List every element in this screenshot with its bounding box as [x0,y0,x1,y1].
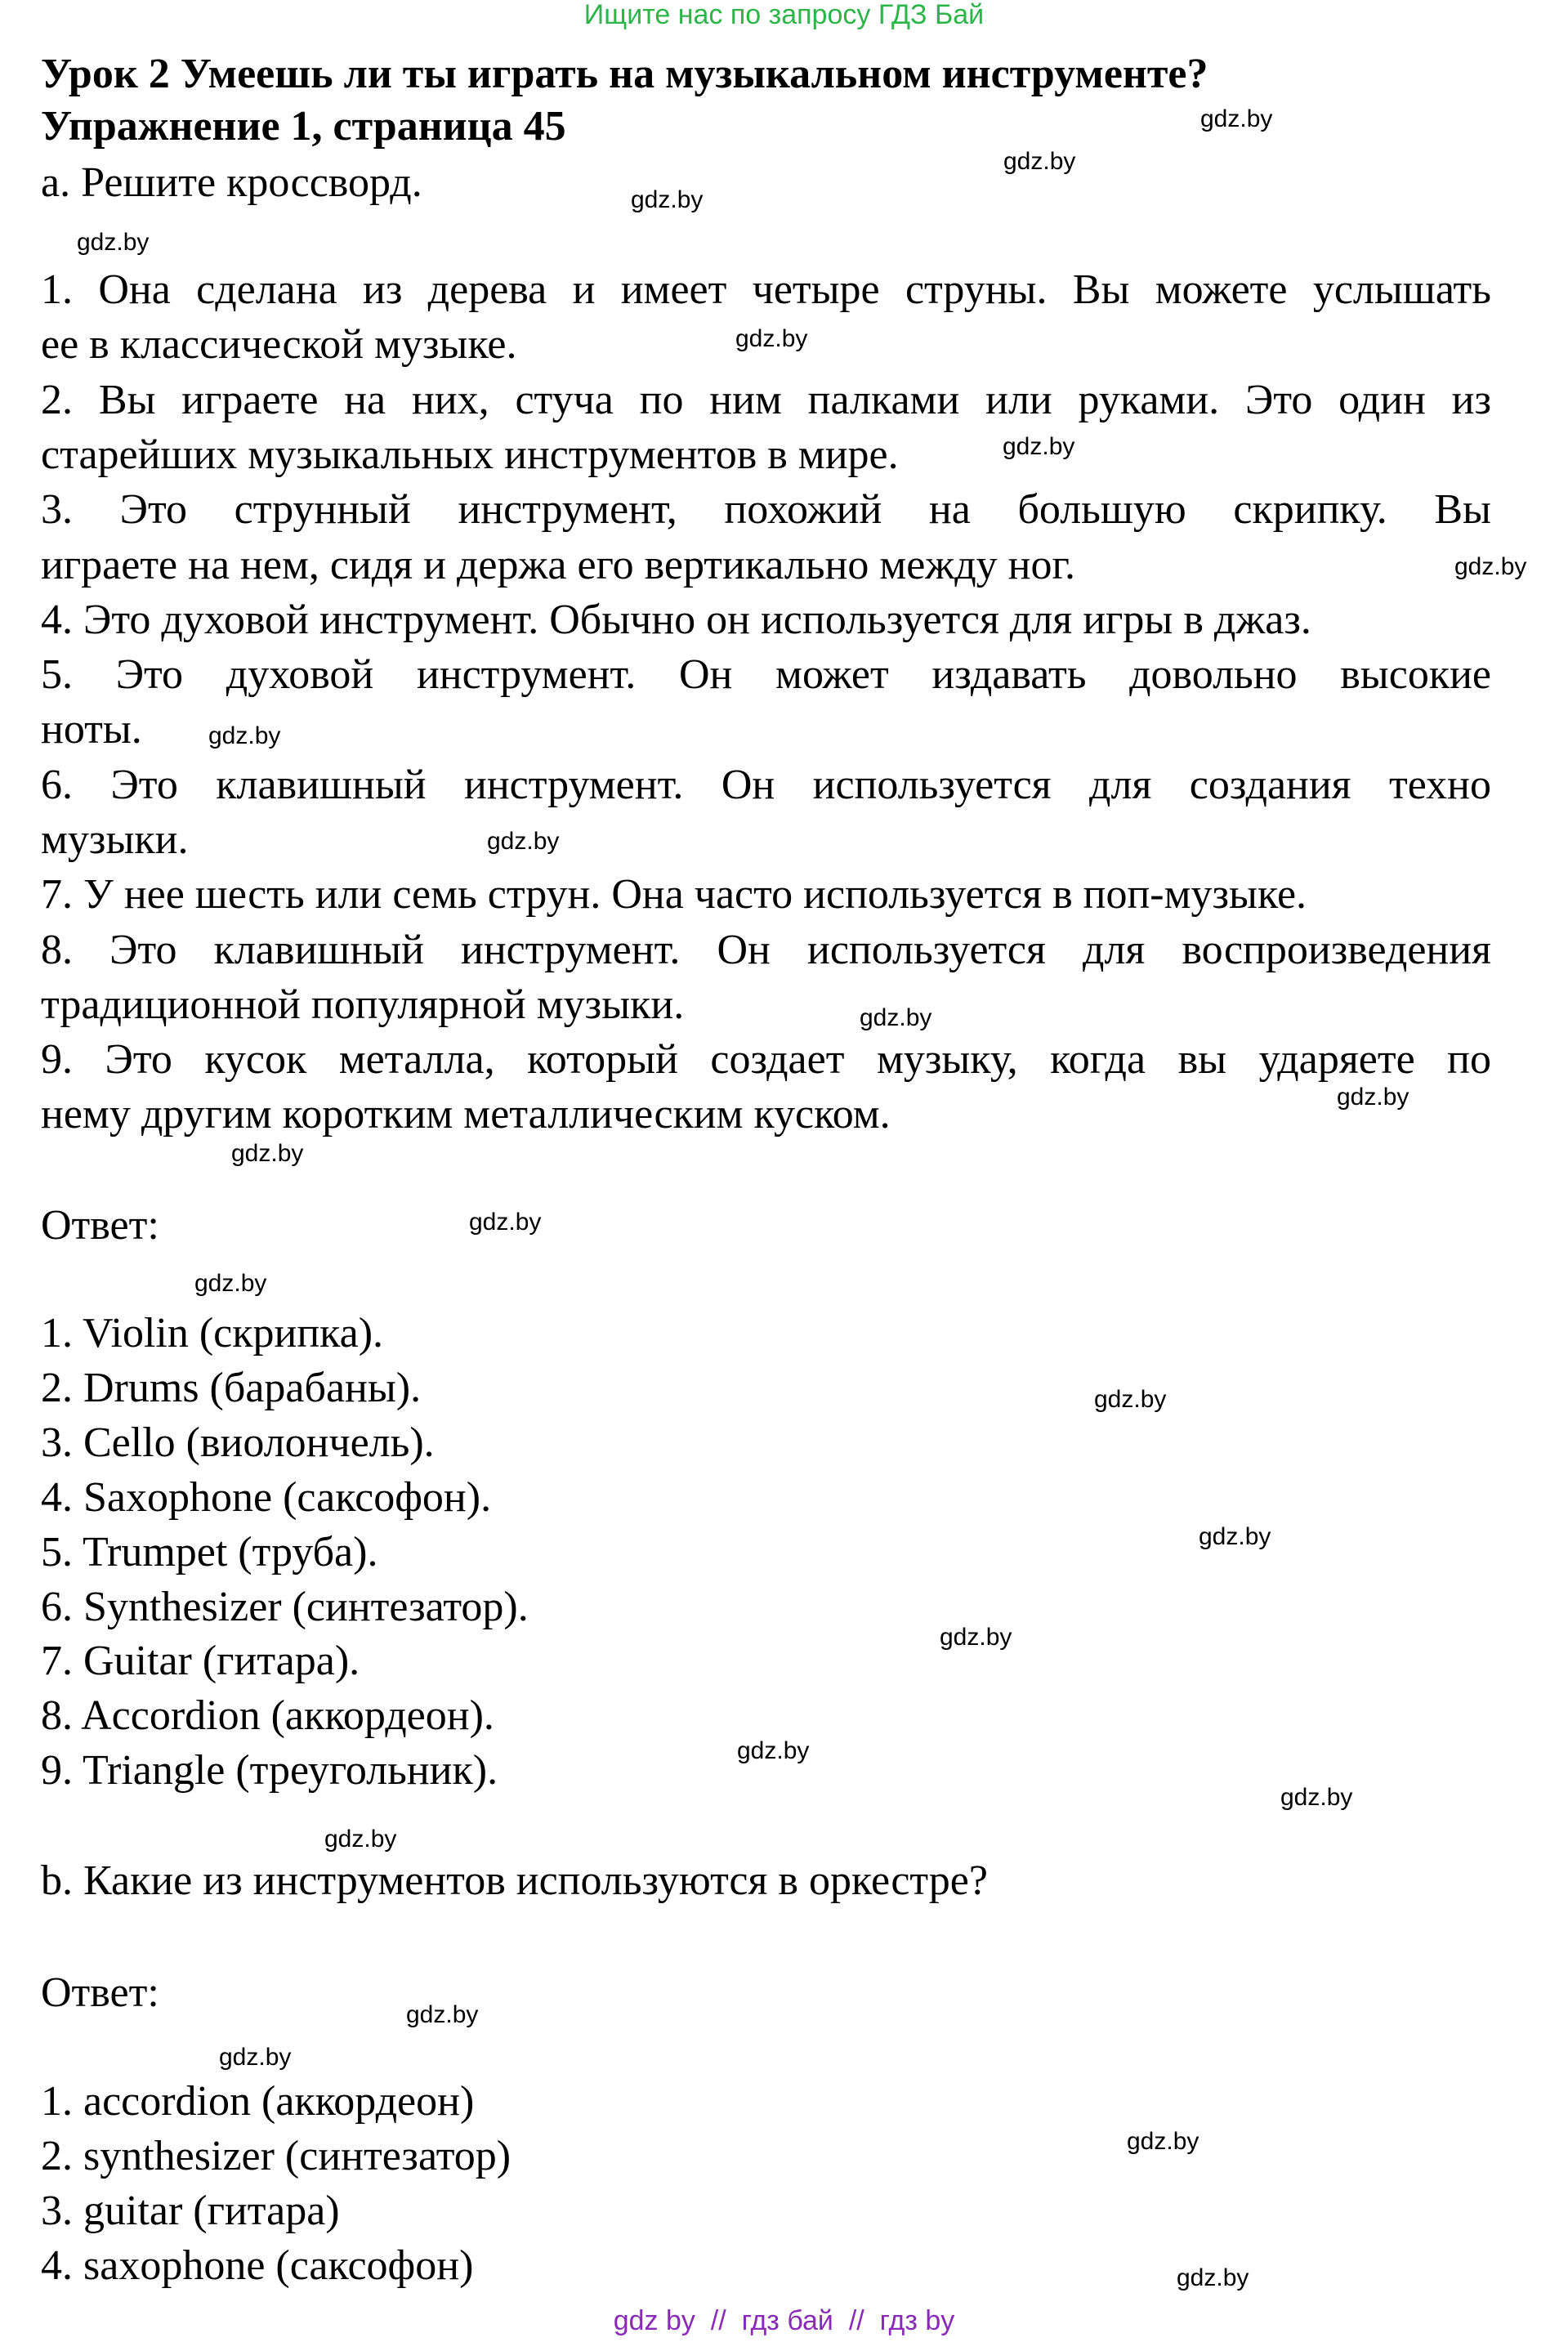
watermark: gdz.by [1177,2264,1249,2291]
clue-line: ноты. [41,706,142,753]
answer-label-b: Ответ: [41,1969,159,2016]
clue-line: 9. Это кусок металла, который создает музыку, когда вы ударяете по [41,1036,1491,1083]
clue-line: 5. Это духовой инструмент. Он может издавать довольно высокие [41,651,1491,698]
clue-line: 4. Это духовой инструмент. Обычно он используется для игры в джаз. [41,597,1311,643]
answer-item: 7. Guitar (гитара). [41,1638,360,1684]
answer-item: 1. accordion (аккордеон) [41,2078,475,2125]
watermark: gdz.by [1003,148,1076,175]
watermark: gdz.by [1454,553,1527,580]
watermark: gdz.by [469,1209,542,1236]
clue-line: 7. У нее шесть или семь струн. Она часто используется в поп-музыке. [41,871,1307,918]
watermark: gdz.by [77,229,150,256]
watermark: gdz.by [324,1826,397,1853]
watermark: gdz.by [737,1737,810,1764]
answer-item: 6. Synthesizer (синтезатор). [41,1584,529,1630]
watermark: gdz.by [1200,105,1273,132]
watermark: gdz.by [1199,1523,1271,1550]
answer-item: 3. Cello (виолончель). [41,1419,435,1466]
task-b-heading: b. Какие из инструментов используются в оркестре? [41,1857,988,1904]
watermark: gdz.by [860,1004,932,1031]
header-banner[interactable]: Ищите нас по запросу ГДЗ Бай [583,0,985,30]
answer-item: 3. guitar (гитара) [41,2188,340,2234]
clue-line: старейших музыкальных инструментов в мире. [41,431,899,478]
watermark: gdz.by [940,1624,1012,1651]
watermark: gdz.by [194,1270,267,1297]
answer-item: 9. Triangle (треугольник). [41,1747,498,1794]
watermark: gdz.by [1094,1386,1167,1413]
watermark: gdz.by [1127,2128,1199,2155]
clue-line: 3. Это струнный инструмент, похожий на большую скрипку. Вы [41,486,1491,533]
watermark: gdz.by [231,1140,304,1167]
answer-label-a: Ответ: [41,1202,159,1249]
watermark: gdz.by [219,2044,292,2071]
clue-line: 8. Это клавишный инструмент. Он используется для воспроизведения [41,927,1491,973]
clue-line: 6. Это клавишный инструмент. Он используется для создания техно [41,762,1491,808]
watermark: gdz.by [406,2001,479,2028]
watermark: gdz.by [487,828,560,855]
answer-item: 2. Drums (барабаны). [41,1365,422,1411]
answer-item: 8. Accordion (аккордеон). [41,1692,494,1739]
answer-item: 4. Saxophone (саксофон). [41,1474,492,1521]
watermark: gdz.by [631,186,704,213]
task-a-heading: a. Решите кроссворд. [41,159,422,206]
clue-line: ее в классической музыке. [41,321,517,368]
answer-item: 5. Trumpet (труба). [41,1529,378,1575]
clue-line: 2. Вы играете на них, стуча по ним палками или руками. Это один из [41,377,1491,423]
clue-line: играете на нем, сидя и держа его вертикально между ног. [41,542,1075,588]
answer-item: 4. saxophone (саксофон) [41,2242,474,2289]
lesson-title: Урок 2 Умеешь ли ты играть на музыкальном инструменте? [41,51,1208,97]
watermark: gdz.by [1280,1784,1353,1811]
clue-line: 1. Она сделана из дерева и имеет четыре струны. Вы можете услышать [41,266,1491,313]
watermark: gdz.by [1337,1084,1409,1111]
footer-banner[interactable]: gdz by // гдз бай // гдз by [613,2305,955,2336]
watermark: gdz.by [208,722,281,749]
clue-line: нему другим коротким металлическим куском. [41,1091,891,1137]
answer-item: 2. synthesizer (синтезатор) [41,2133,511,2179]
answer-item: 1. Violin (скрипка). [41,1310,384,1356]
watermark: gdz.by [1003,433,1075,460]
clue-line: музыки. [41,816,189,863]
clue-line: традиционной популярной музыки. [41,981,685,1028]
watermark: gdz.by [735,325,808,352]
exercise-title: Упражнение 1, страница 45 [41,103,566,150]
